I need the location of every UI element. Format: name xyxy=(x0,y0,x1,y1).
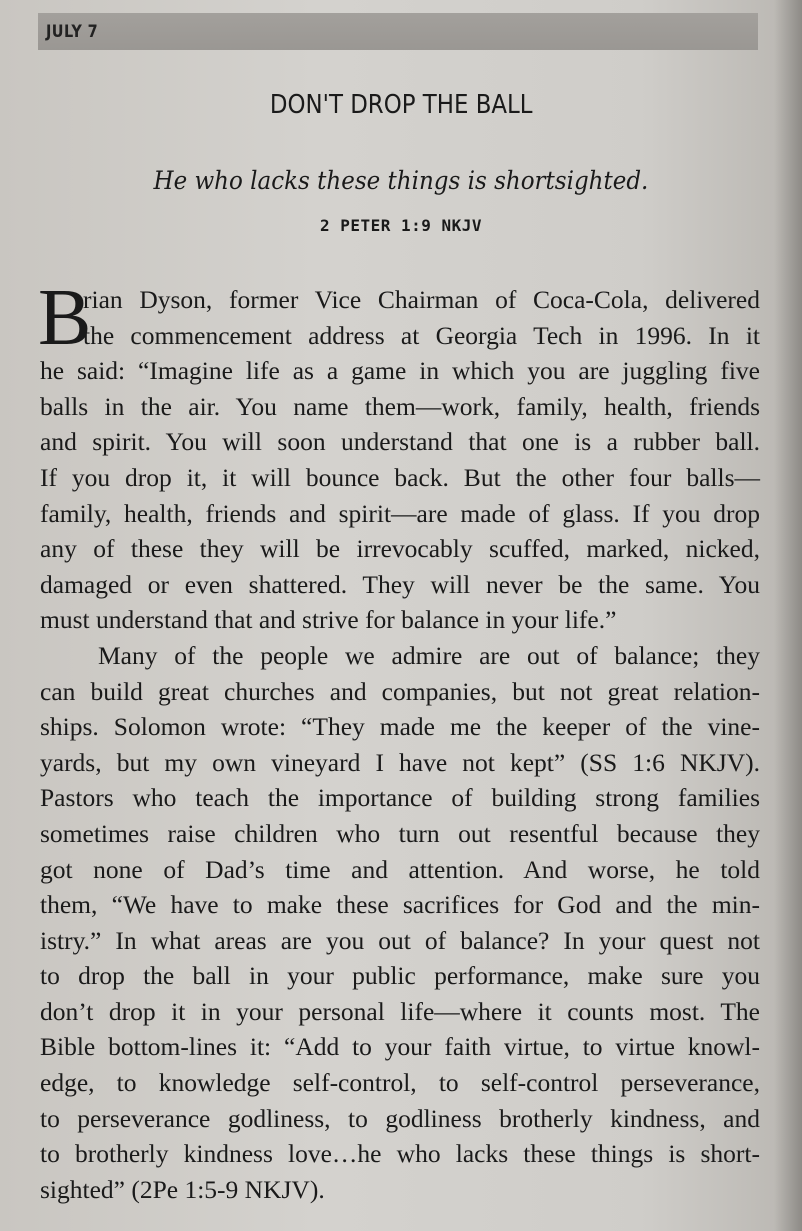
body-line: damaged or even shattered. They will never be the same. You xyxy=(40,569,760,599)
body-line: sometimes raise children who turn out resentful because they xyxy=(40,818,760,848)
body-line: rian Dyson, former Vice Chairman of Coca-Cola, delivered xyxy=(83,285,760,314)
devotional-title xyxy=(0,90,802,120)
body-line: to perseverance godliness, to godliness brotherly kindness, and xyxy=(40,1103,760,1133)
body-line: Many of the people we admire are out of balance; they xyxy=(98,640,760,670)
devotional-title-text: DON'T DROP THE BALL xyxy=(269,90,533,120)
body-line: got none of Dad’s time and attention. And worse, he told xyxy=(40,854,760,884)
date-label: JULY 7 xyxy=(46,21,99,42)
body-line: family, health, friends and spirit—are made of glass. If you drop xyxy=(40,498,760,528)
body-line: sighted” (2Pe 1:5-9 NKJV). xyxy=(40,1174,325,1204)
body-line: must understand that and strive for balance in your life.” xyxy=(40,605,617,635)
body-line: ships. Solomon wrote: “They made me the keeper of the vine- xyxy=(40,712,760,742)
body-line: If you drop it, it will bounce back. But the other four balls— xyxy=(40,462,760,492)
body-line: Bible bottom-lines it: “Add to your faith virtue, to virtue knowl- xyxy=(40,1032,760,1062)
body-line: and spirit. You will soon understand that one is a rubber ball. xyxy=(40,427,760,457)
body-line: to drop the ball in your public performance, make sure you xyxy=(40,961,760,991)
first-paragraph-start xyxy=(38,274,760,362)
body-line: yards, but my own vineyard I have not kept” (SS 1:6 NKJV). xyxy=(40,747,760,777)
key-verse-text: He who lacks these things is shortsighted. xyxy=(153,166,649,195)
body-line: them, “We have to make these sacrifices for God and the min- xyxy=(40,890,760,920)
body-line: to brotherly kindness love…he who lacks these things is short- xyxy=(40,1139,760,1169)
date-header-bar xyxy=(38,13,758,50)
key-verse xyxy=(0,166,802,195)
verse-reference: 2 PETER 1:9 NKJV xyxy=(319,216,483,235)
body-line: the commencement address at Georgia Tech in 1996. In it xyxy=(83,320,760,350)
body-line: balls in the air. You name them—work, family, health, friends xyxy=(40,391,760,421)
body-line: Pastors who teach the importance of building strong families xyxy=(40,783,760,813)
body-line: don’t drop it in your personal life—where it counts most. The xyxy=(40,996,760,1026)
body-line: istry.” In what areas are you out of balance? In your quest not xyxy=(40,925,760,955)
body-line: any of these they will be irrevocably scuffed, marked, nicked, xyxy=(40,534,760,564)
devotional-body xyxy=(38,274,760,1207)
body-line: can build great churches and companies, but not great relation- xyxy=(40,676,760,706)
body-line: edge, to knowledge self-control, to self-control perseverance, xyxy=(40,1068,760,1098)
drop-cap-letter: B xyxy=(38,274,92,362)
body-line: he said: “Imagine life as a game in which you are juggling five xyxy=(40,356,760,386)
